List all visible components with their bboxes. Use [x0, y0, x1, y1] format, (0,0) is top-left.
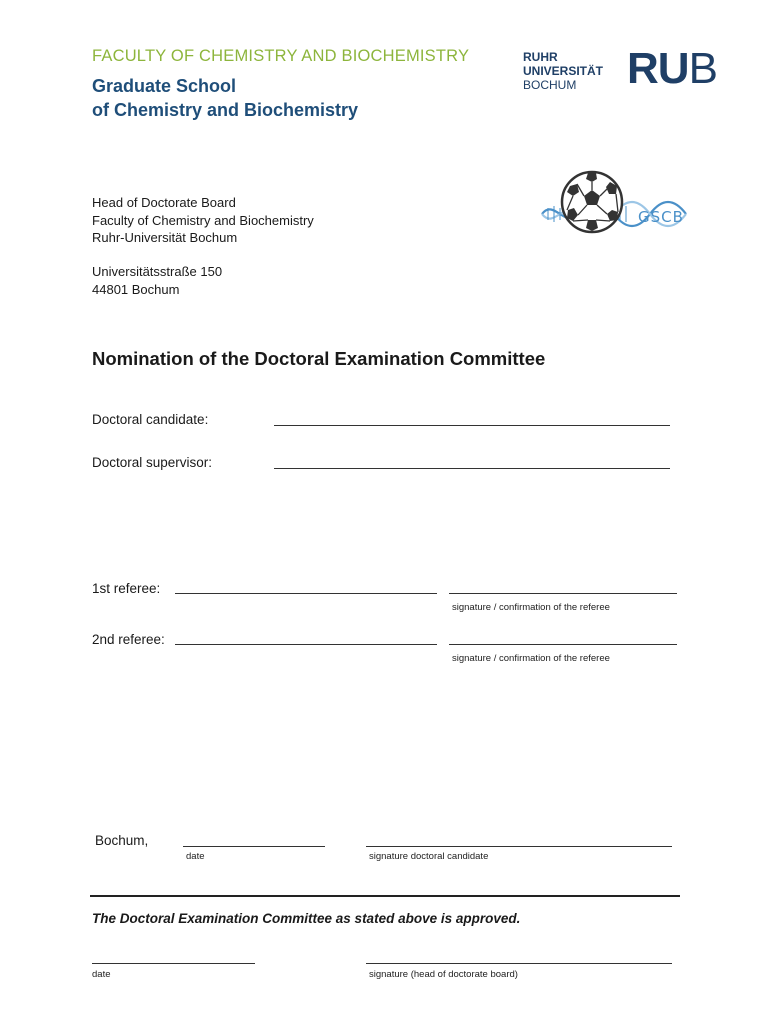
date-caption: date	[186, 851, 205, 862]
approval-date-caption: date	[92, 969, 111, 980]
university-line2: UNIVERSITÄT	[523, 64, 604, 78]
board-signature-caption: signature (head of doctorate board)	[369, 969, 518, 980]
referee2-signature-field[interactable]	[449, 644, 677, 645]
gscb-logo-text: GSCB	[638, 208, 684, 226]
rub-logo	[627, 44, 717, 94]
university-line3: BOCHUM	[523, 78, 577, 92]
approval-date-field[interactable]	[92, 963, 255, 964]
recipient-street-address	[92, 263, 222, 298]
address-city: 44801 Bochum	[92, 281, 180, 297]
section-divider	[90, 895, 680, 897]
rub-logo-bold: RU	[627, 44, 689, 93]
board-signature-field[interactable]	[366, 963, 672, 964]
referee1-label: 1st referee:	[92, 581, 161, 596]
graduate-school-line2: of Chemistry and Biochemistry	[92, 100, 359, 120]
date-field[interactable]	[183, 846, 325, 847]
approval-statement: The Doctoral Examination Committee as stated above is approved.	[92, 911, 521, 926]
referee2-signature-caption: signature / confirmation of the referee	[452, 653, 610, 664]
university-wordmark	[523, 50, 603, 92]
address-line3: Ruhr-Universität Bochum	[92, 230, 238, 245]
referee1-name-field[interactable]	[175, 593, 437, 594]
place-label: Bochum,	[95, 833, 149, 848]
graduate-school-line1: Graduate School	[92, 76, 237, 96]
candidate-label: Doctoral candidate:	[92, 412, 209, 427]
gscb-logo-icon	[540, 168, 690, 248]
referee1-signature-field[interactable]	[449, 593, 677, 594]
referee1-signature-caption: signature / confirmation of the referee	[452, 602, 610, 613]
university-line1: RUHR	[523, 50, 558, 64]
recipient-address	[92, 194, 314, 247]
supervisor-label: Doctoral supervisor:	[92, 455, 213, 470]
rub-logo-thin: B	[688, 44, 717, 93]
address-street: Universitätsstraße 150	[92, 264, 223, 279]
referee2-label: 2nd referee:	[92, 632, 165, 647]
faculty-name: FACULTY OF CHEMISTRY AND BIOCHEMISTRY	[92, 47, 470, 65]
supervisor-field[interactable]	[274, 468, 670, 469]
candidate-signature-field[interactable]	[366, 846, 672, 847]
candidate-field[interactable]	[274, 425, 670, 426]
graduate-school-name	[92, 74, 358, 122]
address-line2: Faculty of Chemistry and Biochemistry	[92, 212, 314, 228]
referee2-name-field[interactable]	[175, 644, 437, 645]
address-line1: Head of Doctorate Board	[92, 195, 236, 210]
form-title: Nomination of the Doctoral Examination Committee	[92, 348, 546, 369]
candidate-signature-caption: signature doctoral candidate	[369, 851, 489, 862]
